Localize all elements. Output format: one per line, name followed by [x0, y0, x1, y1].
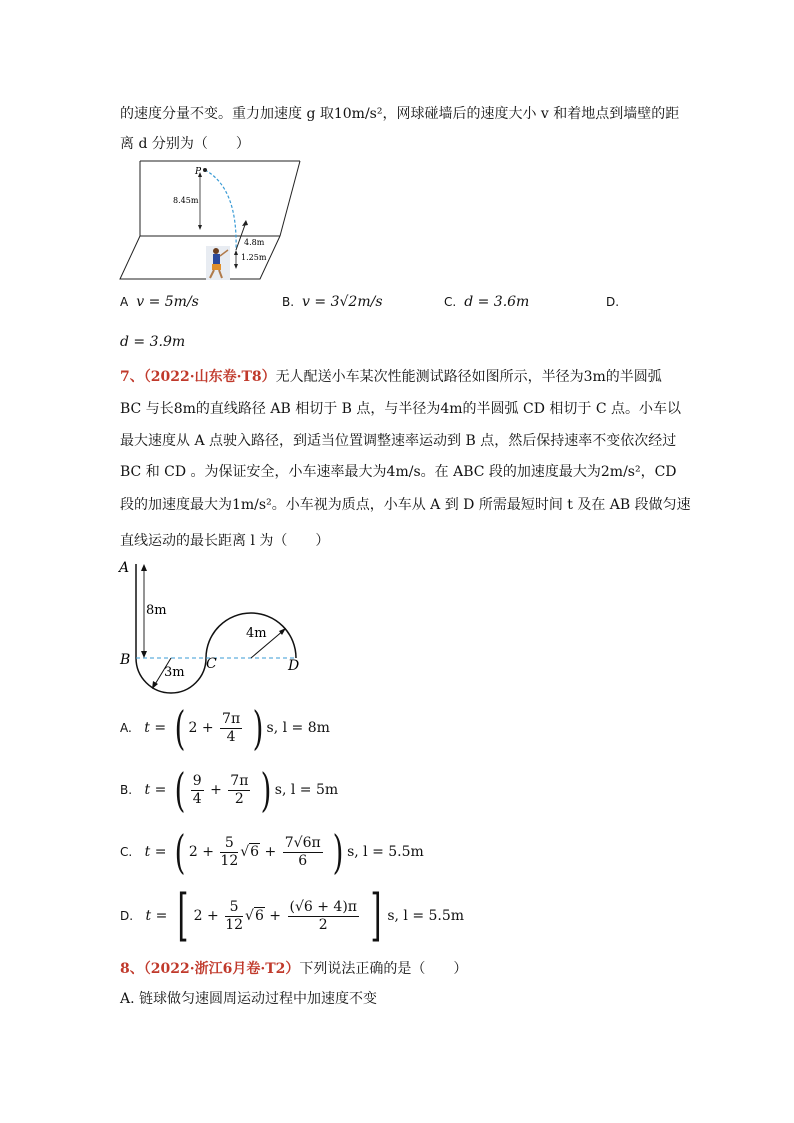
- q7-option-a[interactable]: A. t = ( 2 + $\frac{7\pi}{4}$ ) s, l = 8m: [120, 701, 330, 755]
- q7-option-d[interactable]: D. t = [ 2 + $\frac{5}{12}$ √6 + $\frac{(√6 + 4)\pi}{2}$ ] s, l = 5.5m: [120, 883, 465, 948]
- paren-right: ): [260, 763, 272, 817]
- fraction: $\frac{7\pi}{2}$: [230, 772, 249, 807]
- label-a: A: [119, 560, 130, 576]
- option-text: v = 3√2m/s: [302, 294, 383, 310]
- option-label: D.: [606, 295, 620, 309]
- option-label: B.: [120, 783, 133, 797]
- fraction: $\frac{9}{4}$: [192, 772, 202, 807]
- q8-source: （2022·浙江6月卷·T2）: [143, 961, 300, 977]
- q7-line-2: BC 与长8m的直线路径 AB 相切于 B 点，与半径为4m的半圆弧 CD 相切于 C 点。小车以: [120, 401, 682, 417]
- fraction: $\frac{(√6 + 4)\pi}{2}$: [289, 898, 357, 933]
- option-suffix: s, l = 5.5m: [347, 844, 424, 860]
- option-text: v = 5m/s: [136, 294, 199, 310]
- option-suffix: s, l = 8m: [266, 720, 330, 736]
- option-t: t =: [144, 782, 167, 798]
- option-label: A: [120, 295, 129, 309]
- q6-option-c[interactable]: [444, 294, 529, 310]
- q6-option-a[interactable]: [120, 294, 199, 310]
- q7-line-5: 段的加速度最大为1m/s²。小车视为质点，小车从 A 到 D 所需最短时间 t 及在 AB 段做匀速: [120, 497, 691, 513]
- label-height-845: 8.45m: [173, 196, 199, 205]
- paren-left: (: [174, 701, 185, 755]
- fraction: $\frac{5}{12}$: [220, 834, 239, 869]
- q6-option-d-label[interactable]: [606, 294, 627, 310]
- q6-tennis-wall-figure: [118, 158, 308, 284]
- fraction: $\frac{7√6\pi}{6}$: [284, 834, 321, 869]
- q8-line-1: [120, 958, 467, 978]
- paren-right: ): [252, 701, 263, 755]
- paren-left: (: [174, 825, 186, 879]
- ball-trajectory: [205, 170, 236, 250]
- label-b: B: [120, 652, 131, 668]
- option-label: B.: [282, 295, 295, 309]
- option-suffix: s, l = 5m: [274, 782, 339, 798]
- option-suffix: s, l = 5.5m: [387, 908, 465, 924]
- q7-source: （2022·山东卷·T8）: [143, 369, 276, 385]
- q7-line-1: [120, 366, 662, 386]
- option-label: A.: [120, 721, 132, 735]
- q7-path-figure: [116, 556, 316, 696]
- q7-option-b[interactable]: B. t = ( $\frac{9}{4}$ + $\frac{7\pi}{2}$ ) s, l = 5m: [120, 763, 339, 817]
- fraction: $\frac{7\pi}{4}$: [222, 710, 241, 745]
- fraction: $\frac{5}{12}$: [225, 898, 244, 933]
- q6-text-line-1: 的速度分量不变。重力加速度 g 取10m/s²，网球碰墙后的速度大小 v 和着地点到墙壁的距: [120, 106, 680, 122]
- q7-number: 7、: [120, 369, 144, 385]
- tennis-player-icon: [206, 246, 230, 280]
- label-8m: 8m: [146, 603, 167, 618]
- paren-left: (: [174, 763, 186, 817]
- paren-right: ): [332, 825, 344, 879]
- q8-option-a[interactable]: A. 链球做匀速圆周运动过程中加速度不变: [120, 991, 378, 1007]
- option-t: t =: [144, 720, 167, 736]
- q8-stem: 下列说法正确的是（ ）: [299, 961, 468, 977]
- label-d: D: [288, 658, 300, 674]
- q6-option-d-text[interactable]: [120, 334, 185, 350]
- q7-text: 无人配送小车某次性能测试路径如图所示，半径为3m的半圆弧: [275, 369, 662, 385]
- option-label: C.: [444, 295, 457, 309]
- q7-line-4: BC 和 CD 。为保证安全，小车速率最大为4m/s。在 ABC 段的加速度最大为2m/s²，CD: [120, 464, 677, 480]
- label-c: C: [206, 656, 217, 672]
- label-height-48: 4.8m: [244, 238, 265, 247]
- q6-option-b[interactable]: [282, 294, 383, 310]
- option-t: t =: [145, 908, 168, 924]
- q8-number: 8、: [120, 961, 144, 977]
- label-4m: 4m: [246, 626, 267, 641]
- q7-line-6: 直线运动的最长距离 l 为（ ）: [120, 533, 330, 549]
- label-3m: 3m: [164, 665, 185, 680]
- q7-line-3: 最大速度从 A 点驶入路径，到适当位置调整速率运动到 B 点，然后保持速率不变依次经过: [120, 433, 677, 449]
- label-height-125: 1.25m: [241, 253, 267, 262]
- option-label: D.: [120, 909, 134, 923]
- q7-option-c[interactable]: C. t = ( 2 + $\frac{5}{12}$ √6 + $\frac{7√6\pi}{6}$ ) s, l = 5.5m: [120, 825, 424, 879]
- option-text: d = 3.9m: [120, 334, 186, 350]
- bracket-right: ]: [370, 883, 382, 948]
- bracket-left: [: [177, 883, 189, 948]
- label-p: P: [195, 167, 202, 177]
- option-t: t =: [144, 844, 167, 860]
- option-label: C.: [120, 845, 133, 859]
- option-text: d = 3.6m: [464, 294, 530, 310]
- q6-text-line-2: 离 d 分别为（ ）: [120, 136, 250, 152]
